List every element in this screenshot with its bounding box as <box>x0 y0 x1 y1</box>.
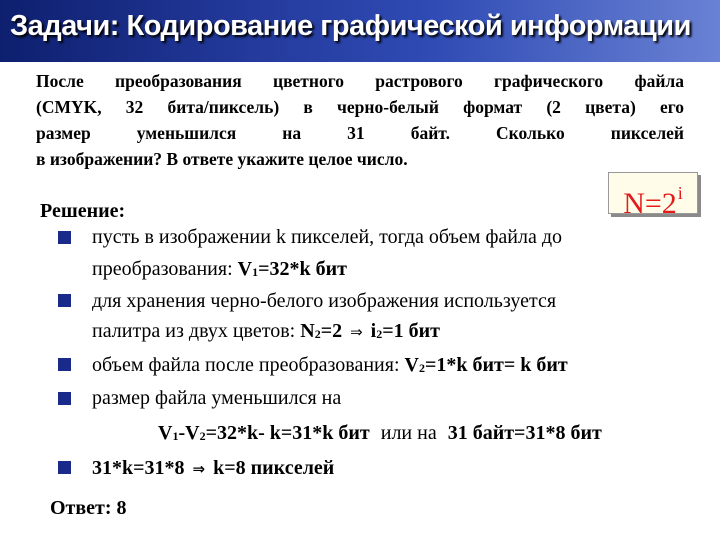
subscript: 1 <box>172 429 179 443</box>
variable: i <box>370 320 377 342</box>
item-text: или на <box>380 422 437 444</box>
solution-item-continuation <box>92 254 347 287</box>
variable: V <box>158 422 173 444</box>
subscript: 1 <box>252 265 259 279</box>
variable: V <box>237 258 253 280</box>
implies-arrow-icon: ⇒ <box>192 460 206 478</box>
variable: N <box>300 320 315 342</box>
problem-statement <box>36 68 684 172</box>
answer-text: Ответ: 8 <box>50 497 127 519</box>
solution-item <box>92 383 341 413</box>
subscript: 2 <box>199 429 206 443</box>
item-text: размер файла уменьшился на <box>92 387 342 409</box>
equation: =2 <box>320 320 343 342</box>
equation: 31*k=31*8 <box>92 457 185 479</box>
bullet-square-icon <box>58 294 71 307</box>
solution-item-continuation <box>158 418 602 451</box>
equation: =1*k бит= k бит <box>424 354 568 376</box>
variable: V <box>404 354 419 376</box>
item-text: для хранения черно-белого изображения используется <box>92 290 557 312</box>
variable: -V <box>178 422 200 444</box>
equation: =32*k бит <box>258 258 347 280</box>
problem-line: (CMYK, 32 бита/пиксель) в черно-белый формат (2 цвета) его <box>36 97 684 117</box>
formula-box <box>608 172 698 220</box>
equation: =32*k- k=31*k бит <box>205 422 370 444</box>
formula-exponent: i <box>677 183 683 203</box>
solution-item-continuation <box>92 316 440 349</box>
solution-item <box>92 286 556 316</box>
problem-line: в изображении? В ответе укажите целое число. <box>36 149 408 169</box>
solution-item <box>92 222 562 252</box>
item-text: палитра из двух цветов: <box>92 320 301 342</box>
bullet-square-icon <box>58 461 71 474</box>
solution-heading: Решение: <box>40 200 126 222</box>
implies-arrow-icon: ⇒ <box>350 323 363 341</box>
equation: =1 бит <box>382 320 440 342</box>
item-text: объем файла после преобразования: <box>92 354 405 376</box>
subscript: 2 <box>376 327 383 341</box>
bullet-square-icon <box>58 358 71 371</box>
bullet-square-icon <box>58 231 71 244</box>
subscript: 2 <box>314 327 321 341</box>
solution-item <box>92 453 334 484</box>
equation: k=8 пикселей <box>213 457 335 479</box>
problem-line: После преобразования цветного растрового графического файла <box>36 71 684 91</box>
formula-base: N=2 <box>623 187 677 220</box>
subscript: 2 <box>418 361 425 375</box>
slide-title: Задачи: Кодирование графической информации <box>10 10 691 42</box>
item-text: преобразования: <box>92 258 238 280</box>
equation: 31 байт=31*8 бит <box>447 422 602 444</box>
problem-line: размер уменьшился на 31 байт. Сколько пикселей <box>36 123 684 143</box>
title-banner <box>0 0 720 62</box>
item-text: пусть в изображении k пикселей, тогда объем файла до <box>92 226 563 248</box>
solution-item <box>92 350 568 383</box>
bullet-square-icon <box>58 392 71 405</box>
